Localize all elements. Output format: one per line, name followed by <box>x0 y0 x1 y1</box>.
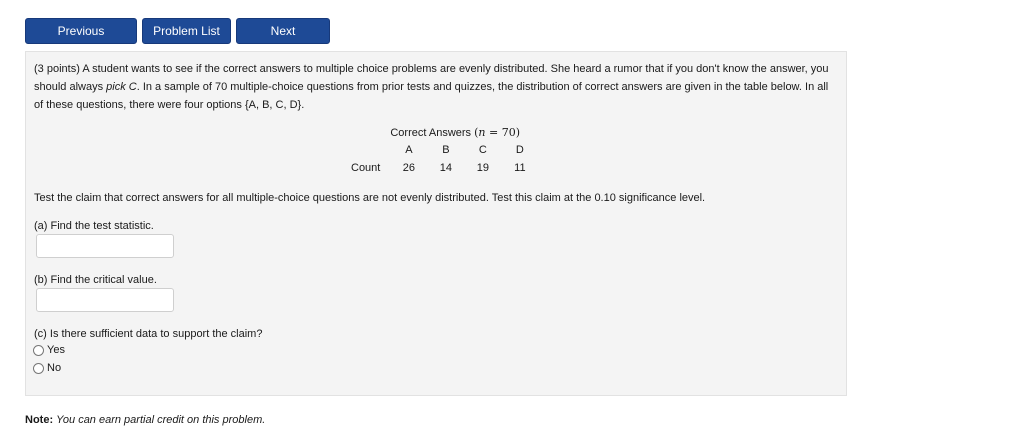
table-caption-eq: = 70 <box>489 125 516 139</box>
table-header-c: C <box>478 144 487 156</box>
table-header-b: B <box>442 144 450 156</box>
problem-list-button[interactable]: Problem List <box>142 18 231 44</box>
table-caption: Correct Answers (n = 70) <box>390 125 521 139</box>
next-problem-button[interactable]: Next <box>236 18 330 44</box>
problem-text-part2: . In a sample of 70 multiple-choice questions from prior tests and quizzes, the distribution of correct answers are given in the table below. In all of these questions, there were four options {A, B, C, D}. <box>34 81 829 111</box>
option-no-label: No <box>47 362 62 374</box>
question-c-label: (c) Is there sufficient data to support the claim? <box>34 328 263 340</box>
radio-no[interactable] <box>33 363 44 374</box>
table-caption-n: n <box>478 125 486 139</box>
problem-text-part1: A student wants to see if the correct answers to multiple choice problems are evenly distributed. She heard a rumor that if you don't know the answer, you should always <box>34 63 829 93</box>
problem-statement <box>34 60 834 114</box>
problem-points: (3 points) <box>34 63 80 75</box>
option-yes-label: Yes <box>47 344 65 356</box>
table-count-d: 11 <box>514 162 526 174</box>
critical-value-input[interactable] <box>36 288 174 312</box>
table-caption-text: Correct Answers <box>390 126 472 139</box>
note-label: Note: <box>25 414 54 426</box>
table-count-row <box>351 159 538 177</box>
note-text: You can earn partial credit on this problem. <box>56 414 266 426</box>
previous-problem-button[interactable]: Previous <box>25 18 137 44</box>
answer-distribution-table <box>351 123 538 177</box>
option-no[interactable] <box>33 360 61 376</box>
option-yes[interactable] <box>33 342 65 358</box>
table-header-d: D <box>515 144 524 156</box>
question-a-label: (a) Find the test statistic. <box>34 220 154 232</box>
table-count-c: 19 <box>476 162 489 174</box>
table-header-row <box>351 141 538 159</box>
table-count-b: 14 <box>439 162 452 174</box>
partial-credit-note <box>25 414 265 426</box>
problem-panel <box>25 51 847 396</box>
table-row-label: Count <box>351 162 381 174</box>
table-header-a: A <box>405 144 413 156</box>
claim-text: Test the claim that correct answers for all multiple-choice questions are not evenly distributed. Test this claim at the 0.10 significance level. <box>34 192 706 204</box>
problem-navigation <box>25 18 330 44</box>
test-statistic-input[interactable] <box>36 234 174 258</box>
problem-emphasis: pick C <box>106 81 137 93</box>
table-count-a: 26 <box>402 162 415 174</box>
question-b-label: (b) Find the critical value. <box>34 274 157 286</box>
radio-yes[interactable] <box>33 345 44 356</box>
